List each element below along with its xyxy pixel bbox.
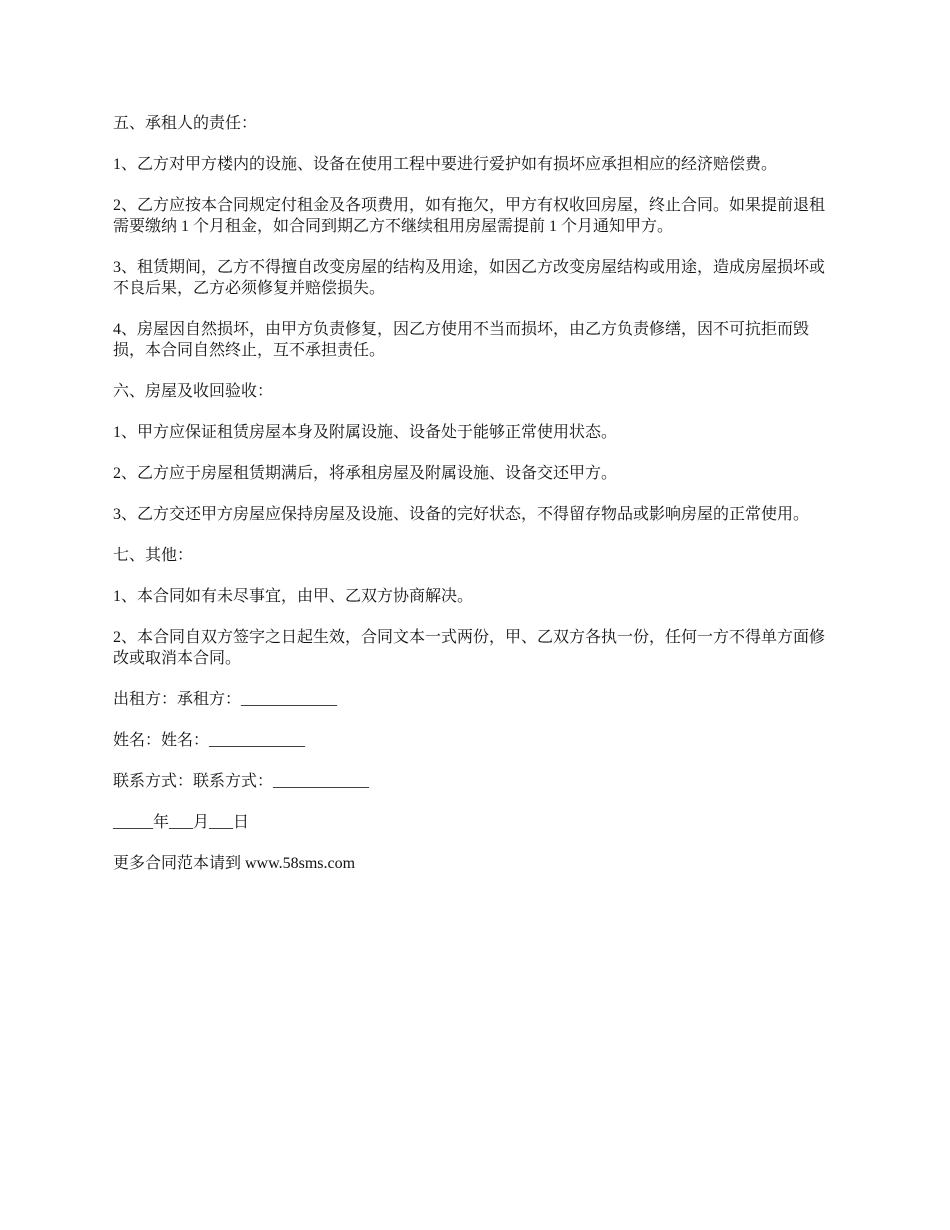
clause-5-3: 3、租赁期间，乙方不得擅自改变房屋的结构及用途，如因乙方改变房屋结构或用途，造成房屋损坏或不良后果，乙方必须修复并赔偿损失。 [113, 259, 826, 297]
footer-source-note: 更多合同范本请到 www.58sms.com [113, 855, 356, 872]
clause-6-2: 2、乙方应于房屋租赁期满后，将承租房屋及附属设施、设备交还甲方。 [113, 465, 618, 482]
clause-7-2: 2、本合同自双方签字之日起生效，合同文本一式两份，甲、乙双方各执一份，任何一方不得单方面修改或取消本合同。 [113, 629, 826, 667]
signature-name-line: 姓名：姓名：____________ [113, 732, 306, 749]
signature-date-line: _____年___月___日 [113, 814, 250, 831]
document-page [113, 113, 835, 894]
section-heading-7: 七、其他： [113, 547, 194, 564]
signature-parties-line: 出租方：承租方：____________ [113, 691, 338, 708]
clause-7-1: 1、本合同如有未尽事宜，由甲、乙双方协商解决。 [113, 588, 474, 605]
section-heading-6: 六、房屋及收回验收： [113, 383, 274, 400]
clause-5-1: 1、乙方对甲方楼内的设施、设备在使用工程中要进行爱护如有损坏应承担相应的经济赔偿费。 [113, 156, 778, 173]
clause-6-1: 1、甲方应保证租赁房屋本身及附属设施、设备处于能够正常使用状态。 [113, 424, 618, 441]
signature-contact-line: 联系方式：联系方式：____________ [113, 773, 370, 790]
section-heading-5: 五、承租人的责任： [113, 115, 258, 132]
clause-6-3: 3、乙方交还甲方房屋应保持房屋及设施、设备的完好状态，不得留存物品或影响房屋的正常使用。 [113, 506, 810, 523]
clause-5-2: 2、乙方应按本合同规定付租金及各项费用，如有拖欠，甲方有权收回房屋，终止合同。如果提前退租需要缴纳 1 个月租金，如合同到期乙方不继续租用房屋需提前 1 个月通知甲方。 [113, 197, 826, 235]
clause-5-4: 4、房屋因自然损坏，由甲方负责修复，因乙方使用不当而损坏，由乙方负责修缮，因不可抗拒而毁损，本合同自然终止，互不承担责任。 [113, 321, 810, 359]
